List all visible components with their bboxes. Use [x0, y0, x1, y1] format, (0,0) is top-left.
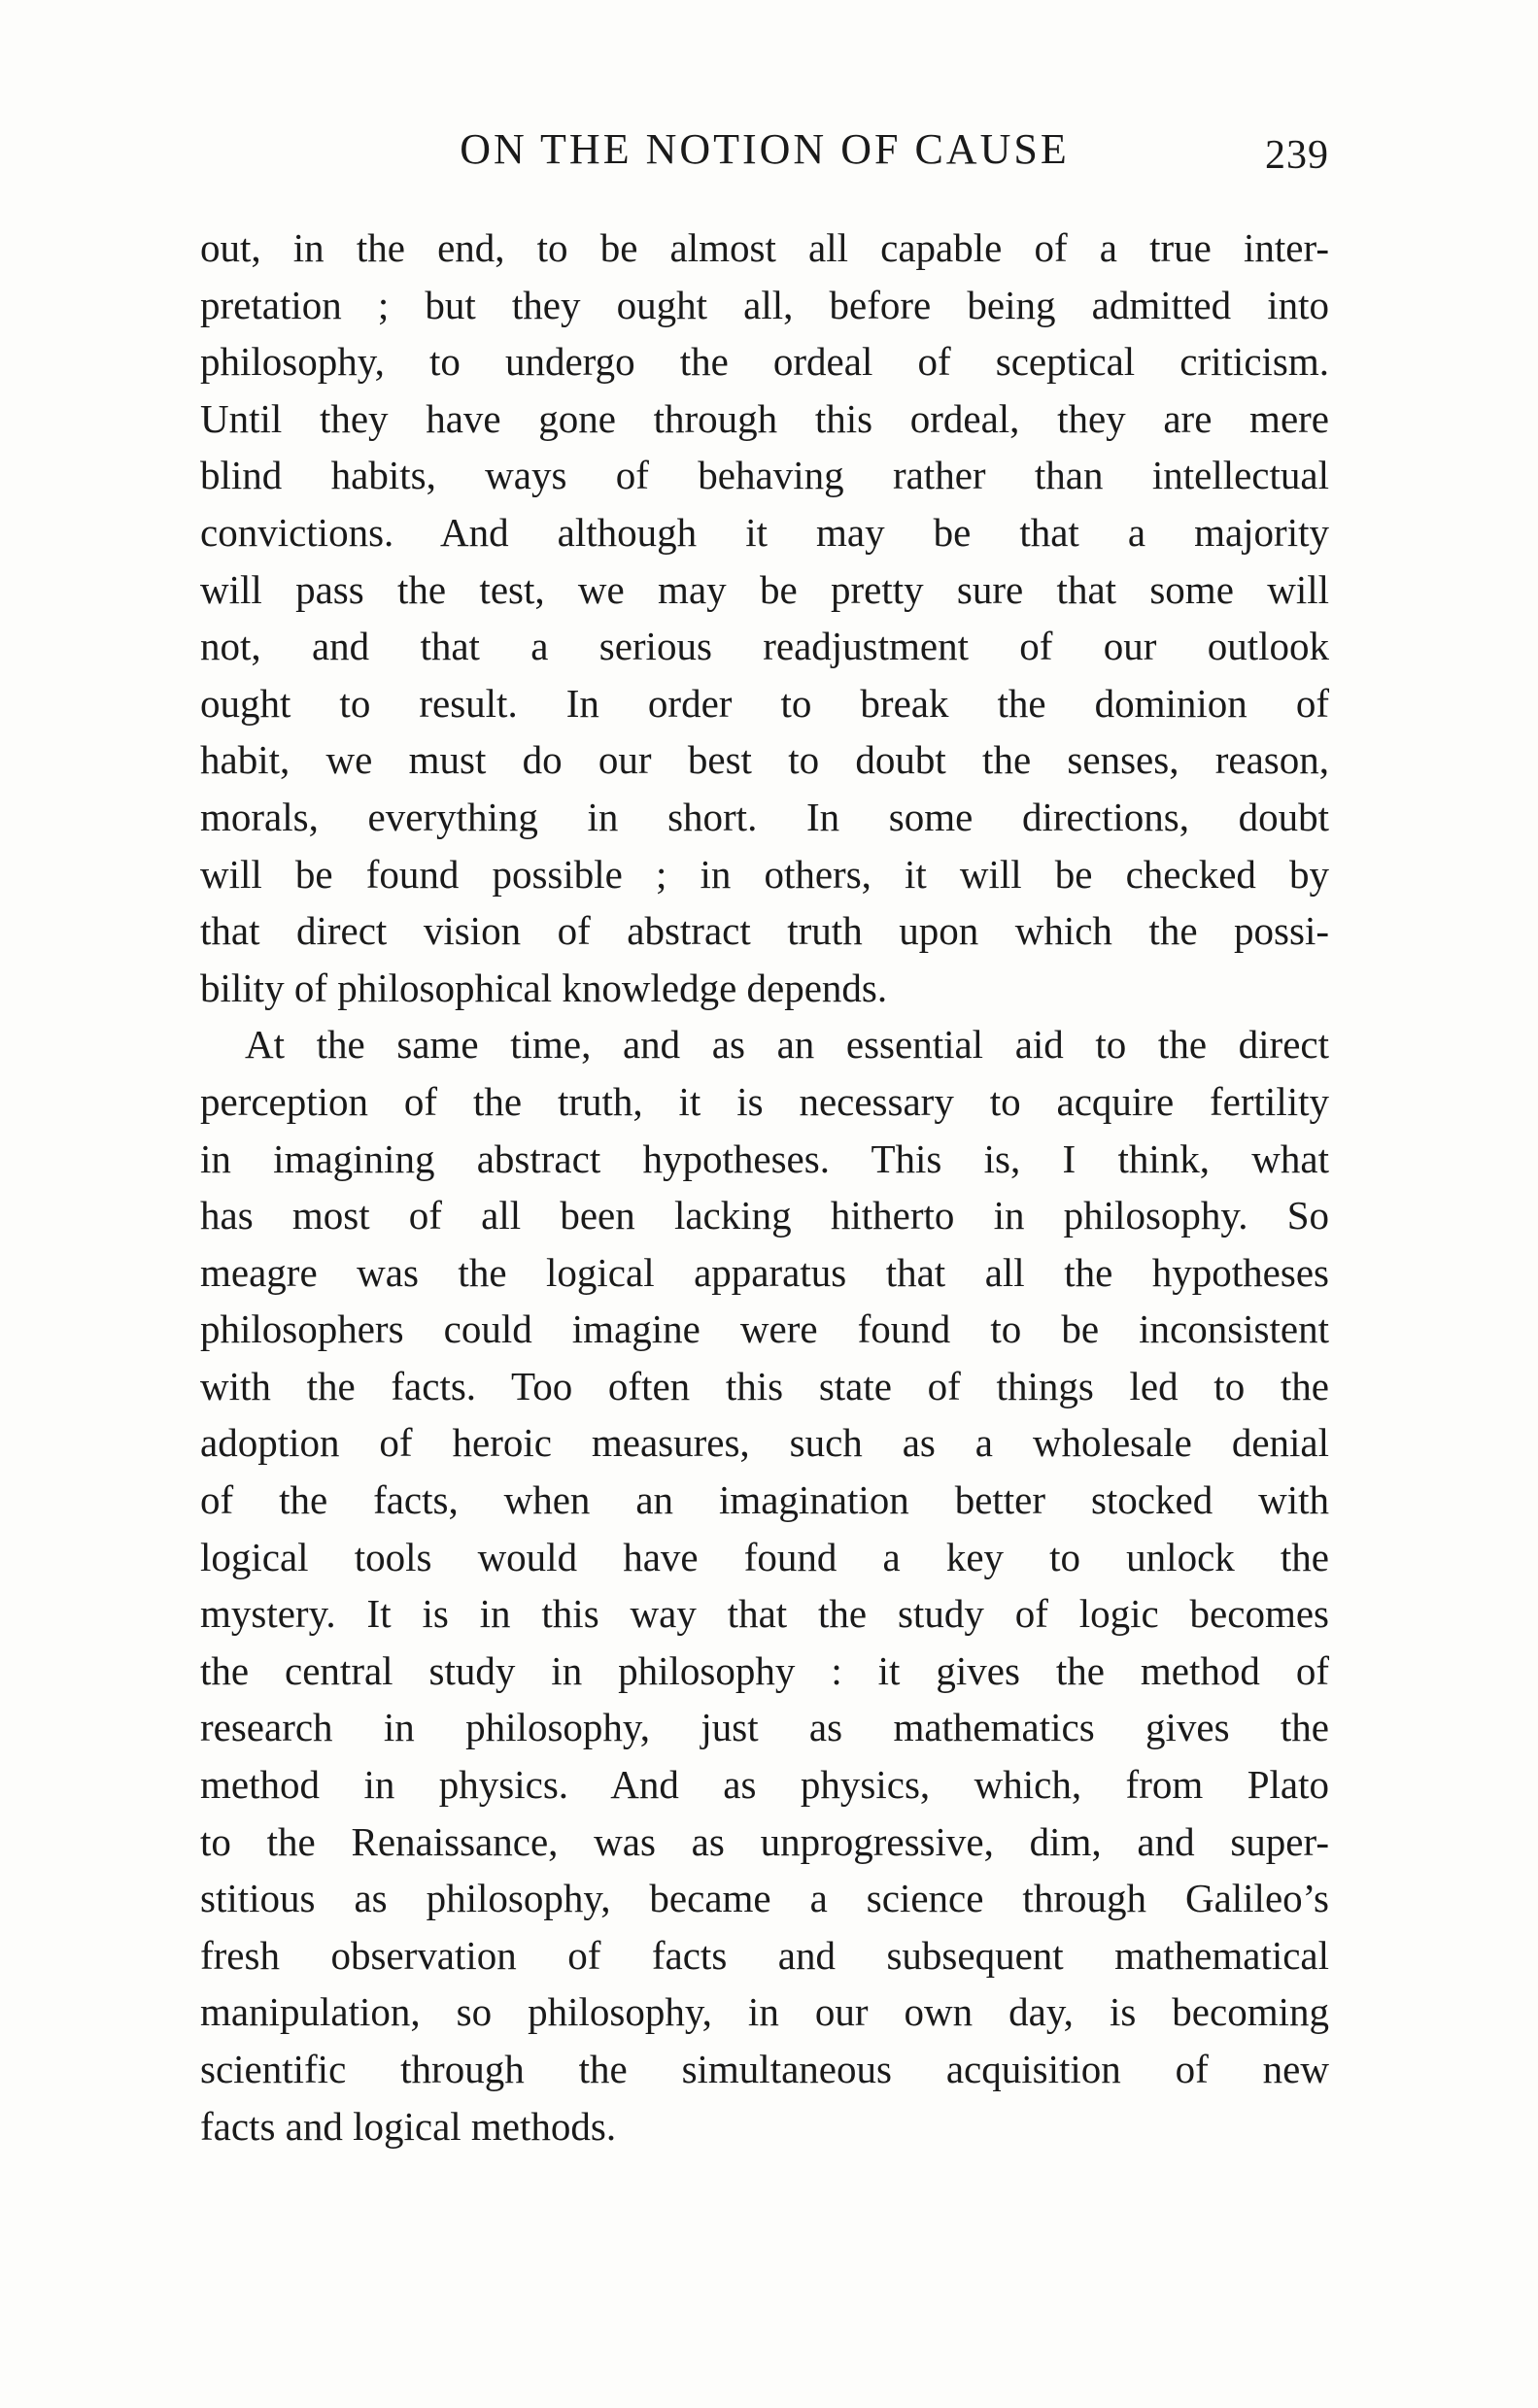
text-line: stitious as philosophy, became a science through Galileo’s	[200, 1876, 1329, 1921]
text-line: that direct vision of abstract truth upon which the possi-	[200, 908, 1329, 954]
text-line: in imagining abstract hypotheses. This is, I think, what	[200, 1136, 1329, 1181]
text-line: has most of all been lacking hitherto in philosophy. So	[200, 1193, 1329, 1238]
text-line: of the facts, when an imagination better stocked with	[200, 1477, 1329, 1523]
text-line: habit, we must do our best to doubt the senses, reason,	[200, 737, 1329, 783]
text-line: philosophers could imagine were found to be inconsistent	[200, 1306, 1329, 1352]
text-line: At the same time, and as an essential aid to the direct	[245, 1022, 1329, 1068]
text-line: perception of the truth, it is necessary to acquire fertility	[200, 1078, 1329, 1124]
page-header	[200, 124, 1329, 183]
text-line: blind habits, ways of behaving rather than intellectual	[200, 453, 1329, 498]
text-line: pretation ; but they ought all, before being admitted into	[200, 282, 1329, 327]
text-line: facts and logical methods.	[200, 2103, 617, 2149]
text-line: scientific through the simultaneous acquisition of new	[200, 2047, 1329, 2091]
text-line: meagre was the logical apparatus that all the hypotheses	[200, 1249, 1329, 1295]
text-line: fresh observation of facts and subsequent mathematical	[200, 1932, 1329, 1978]
text-line: with the facts. Too often this state of things led to the	[200, 1363, 1329, 1408]
running-title: ON THE NOTION OF CAUSE	[460, 125, 1070, 173]
text-line: morals, everything in short. In some directions, doubt	[200, 794, 1329, 839]
text-line: will be found possible ; in others, it will be checked by	[200, 851, 1329, 897]
text-line: adoption of heroic measures, such as a wholesale denial	[200, 1420, 1329, 1466]
page-number: 239	[1265, 133, 1329, 178]
text-line: mystery. It is in this way that the study of logic becomes	[200, 1591, 1329, 1637]
body-text	[200, 220, 1329, 2154]
paragraph	[200, 220, 1329, 1016]
text-line: the central study in philosophy : it gives the method of	[200, 1647, 1329, 1693]
paragraph	[200, 1016, 1329, 2154]
text-line: not, and that a serious readjustment of our outlook	[200, 624, 1329, 669]
text-line: philosophy, to undergo the ordeal of sceptical criticism.	[200, 339, 1329, 385]
text-line: out, in the end, to be almost all capable of a true inter-	[200, 225, 1329, 270]
text-line: method in physics. And as physics, which, from Plato	[200, 1762, 1329, 1808]
text-line: Until they have gone through this ordeal, they are mere	[200, 395, 1329, 441]
text-line: will pass the test, we may be pretty sure that some will	[200, 566, 1329, 612]
text-line: logical tools would have found a key to unlock the	[200, 1534, 1329, 1579]
text-line: to the Renaissance, was as unprogressive, dim, and super-	[200, 1818, 1329, 1864]
text-line: convictions. And although it may be that a majority	[200, 509, 1329, 555]
text-line: research in philosophy, just as mathematics gives the	[200, 1705, 1329, 1750]
text-line: bility of philosophical knowledge depends.	[200, 965, 888, 1010]
text-line: ought to result. In order to break the dominion of	[200, 680, 1329, 726]
text-line: manipulation, so philosophy, in our own day, is becoming	[200, 1989, 1329, 2035]
